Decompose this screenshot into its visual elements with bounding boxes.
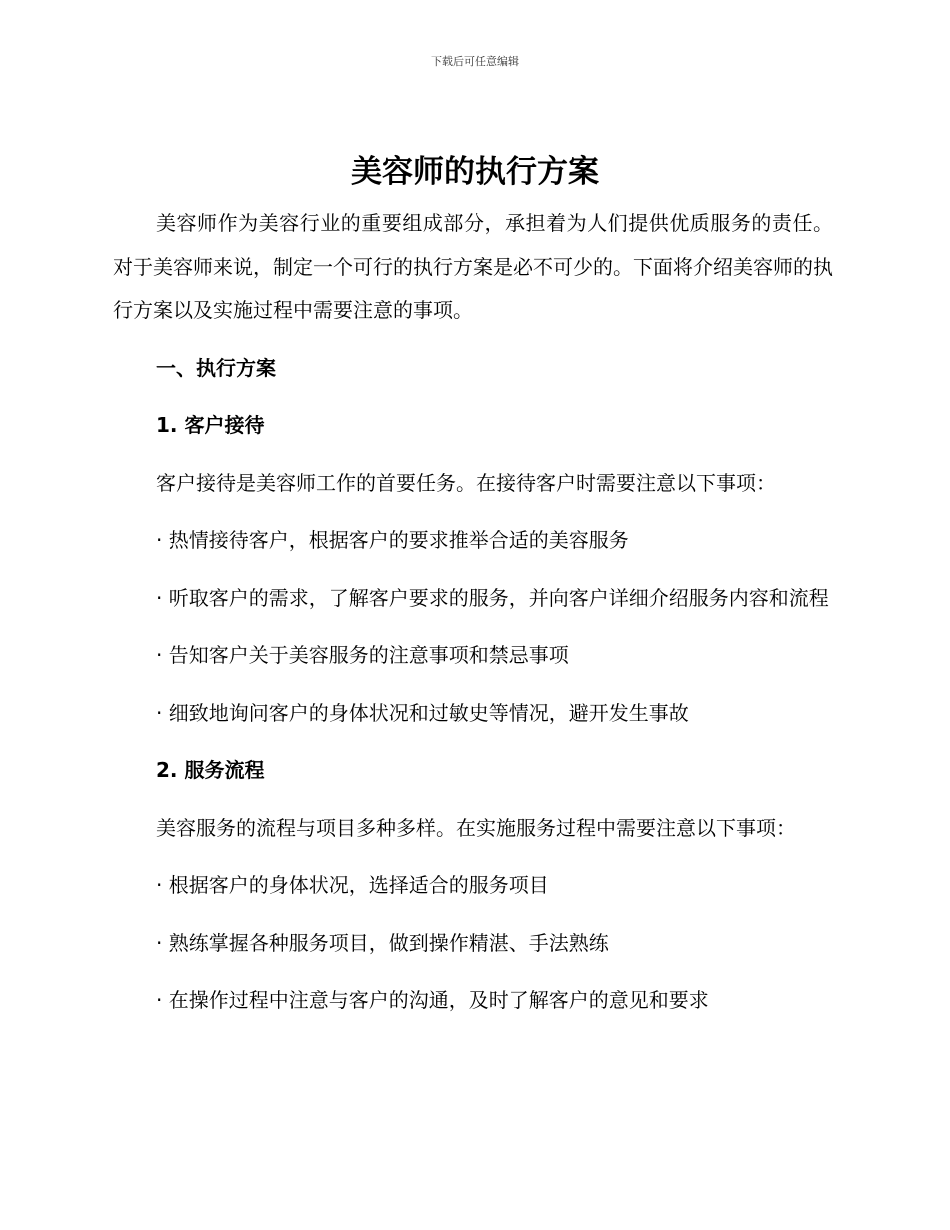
document-body	[113, 202, 833, 1023]
service-flow-intro: 美容服务的流程与项目多种多样。在实施服务过程中需要注意以下事项：	[156, 815, 796, 840]
list-item: · 听取客户的需求，了解客户要求的服务，并向客户详细介绍服务内容和流程	[156, 585, 829, 610]
list-item: · 熟练掌握各种服务项目，做到操作精湛、手法熟练	[156, 930, 609, 955]
intro-paragraph: 美容师作为美容行业的重要组成部分，承担着为人们提供优质服务的责任。对于美容师来说，制定一个可行的执行方案是必不可少的。下面将介绍美容师的执行方案以及实施过程中需要注意的事项。	[113, 211, 833, 322]
reception-intro: 客户接待是美容师工作的首要任务。在接待客户时需要注意以下事项：	[156, 470, 776, 495]
header-note: 下载后可任意编辑	[431, 55, 519, 68]
page-title: 美容师的执行方案	[351, 154, 599, 190]
list-item: · 根据客户的身体状况，选择适合的服务项目	[156, 873, 549, 897]
subsection-heading-reception: 1. 客户接待	[156, 413, 265, 437]
list-item: · 告知客户关于美容服务的注意事项和禁忌事项	[156, 643, 569, 667]
list-item: · 热情接待客户，根据客户的要求推举合适的美容服务	[156, 528, 629, 552]
section-heading: 一、执行方案	[156, 355, 276, 380]
subsection-heading-service-flow: 2. 服务流程	[156, 758, 265, 782]
list-item: · 在操作过程中注意与客户的沟通，及时了解客户的意见和要求	[156, 988, 709, 1012]
list-item: · 细致地询问客户的身体状况和过敏史等情况，避开发生事故	[156, 700, 689, 725]
